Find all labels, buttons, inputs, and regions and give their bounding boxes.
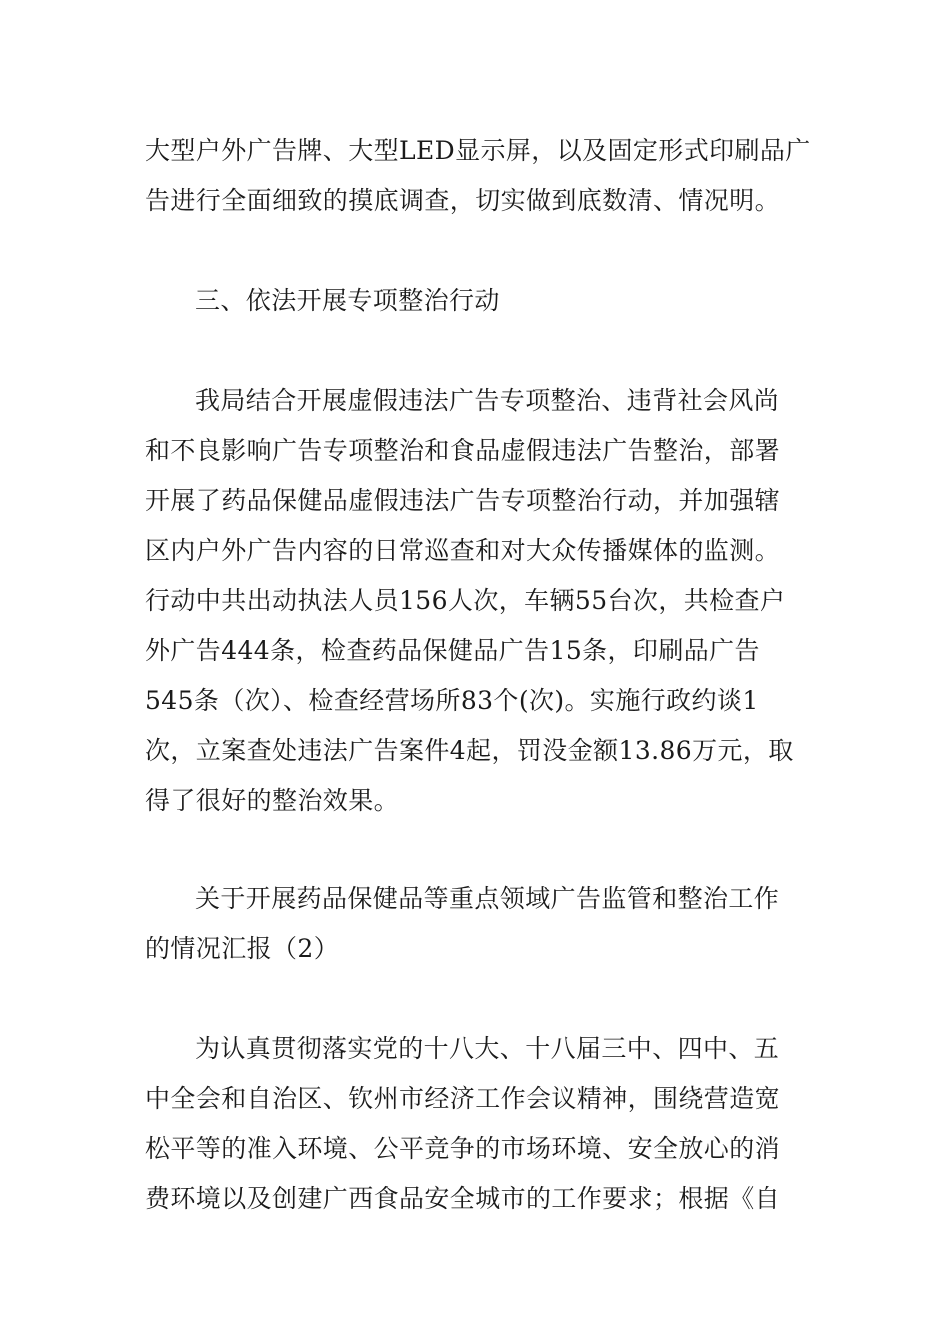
report-title-line-2: 的情况汇报（2） <box>145 934 340 963</box>
report-title-line-1: 关于开展药品保健品等重点领域广告监管和整治工作 <box>195 884 780 913</box>
section-heading: 三、依法开展专项整治行动 <box>195 286 500 315</box>
paragraph-action-line-9: 得了很好的整治效果。 <box>145 786 400 815</box>
paragraph-action-line-2: 和不良影响广告专项整治和食品虚假违法广告整治，部署 <box>145 436 781 465</box>
paragraph-action-line-3: 开展了药品保健品虚假违法广告专项整治行动，并加强辖 <box>145 486 781 515</box>
paragraph-action-line-8: 次，立案查处违法广告案件4起，罚没金额13.86万元，取 <box>145 736 794 765</box>
paragraph-intro-line-1: 大型户外广告牌、大型LED显示屏，以及固定形式印刷品广 <box>145 136 811 165</box>
paragraph-report-line-1: 为认真贯彻落实党的十八大、十八届三中、四中、五 <box>195 1034 780 1063</box>
paragraph-action-line-5: 行动中共出动执法人员156人次，车辆55台次，共检查户 <box>145 586 786 615</box>
paragraph-report-line-2: 中全会和自治区、钦州市经济工作会议精神，围绕营造宽 <box>145 1084 781 1113</box>
paragraph-action-line-1: 我局结合开展虚假违法广告专项整治、违背社会风尚 <box>195 386 780 415</box>
paragraph-action-line-4: 区内户外广告内容的日常巡查和对大众传播媒体的监测。 <box>145 536 781 565</box>
paragraph-intro-line-2: 告进行全面细致的摸底调查，切实做到底数清、情况明。 <box>145 186 781 215</box>
paragraph-action-line-7: 545条（次）、检查经营场所83个(次)。实施行政约谈1 <box>145 686 759 715</box>
paragraph-report-line-3: 松平等的准入环境、公平竞争的市场环境、安全放心的消 <box>145 1134 781 1163</box>
paragraph-report-line-4: 费环境以及创建广西食品安全城市的工作要求；根据《自 <box>145 1184 781 1213</box>
paragraph-action-line-6: 外广告444条，检查药品保健品广告15条，印刷品广告 <box>145 636 760 665</box>
